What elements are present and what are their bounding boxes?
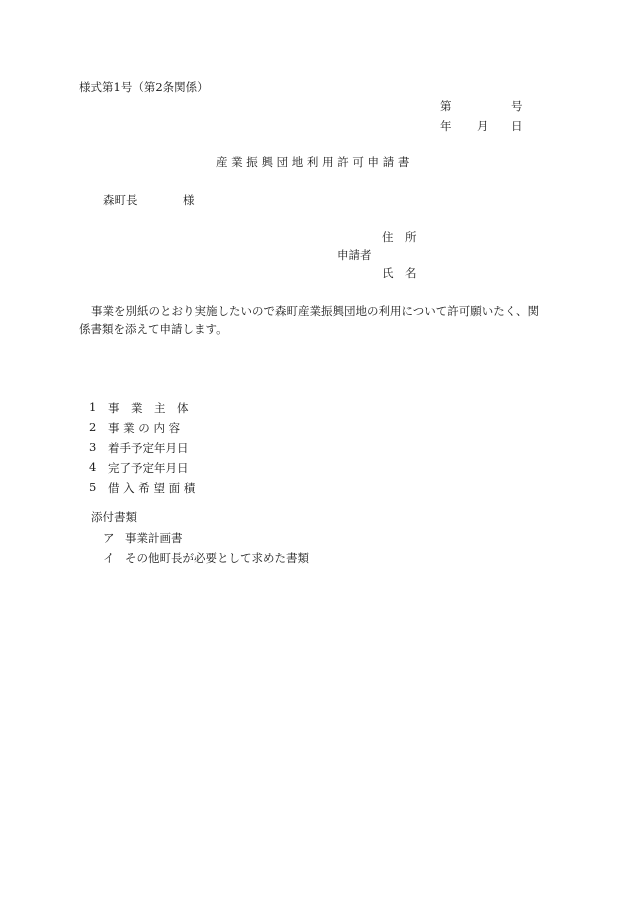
attachment-label: 事業計画書 <box>125 531 183 545</box>
form-reference: 様式第1号（第2条関係） <box>79 80 209 94</box>
applicant-label: 申請者 <box>337 248 372 262</box>
attachment-marker: イ <box>103 551 115 565</box>
document-title: 産 業 振 興 団 地 利 用 許 可 申 請 書 <box>216 155 410 169</box>
item-label: 事 業 主 体 <box>108 401 189 415</box>
attachments-heading: 添付書類 <box>91 510 137 524</box>
item-number: 4 <box>89 460 97 474</box>
item-number: 1 <box>89 400 97 414</box>
date-day-label: 日 <box>511 119 523 133</box>
item-number: 2 <box>89 420 97 434</box>
address-label: 住 所 <box>382 230 417 244</box>
item-label: 借 入 希 望 面 積 <box>108 481 196 495</box>
item-label: 着手予定年月日 <box>108 441 189 455</box>
number-suffix: 号 <box>511 99 523 113</box>
attachment-label: その他町長が必要として求めた書類 <box>125 551 309 565</box>
item-label: 完了予定年月日 <box>108 461 189 475</box>
attachment-marker: ア <box>103 531 115 545</box>
addressee-name: 森町長 <box>103 193 138 207</box>
number-prefix: 第 <box>440 99 452 113</box>
addressee-honorific: 様 <box>183 193 195 207</box>
item-number: 3 <box>89 440 97 454</box>
body-text-line-2: 係書類を添えて申請します。 <box>79 322 228 336</box>
body-text-line-1: 事業を別紙のとおり実施したいので森町産業振興団地の利用について許可願いたく、関 <box>91 304 540 318</box>
item-number: 5 <box>89 480 97 494</box>
item-label: 事 業 の 内 容 <box>108 421 181 435</box>
name-label: 氏 名 <box>382 266 417 280</box>
date-month-label: 月 <box>477 119 489 133</box>
date-year-label: 年 <box>440 119 452 133</box>
